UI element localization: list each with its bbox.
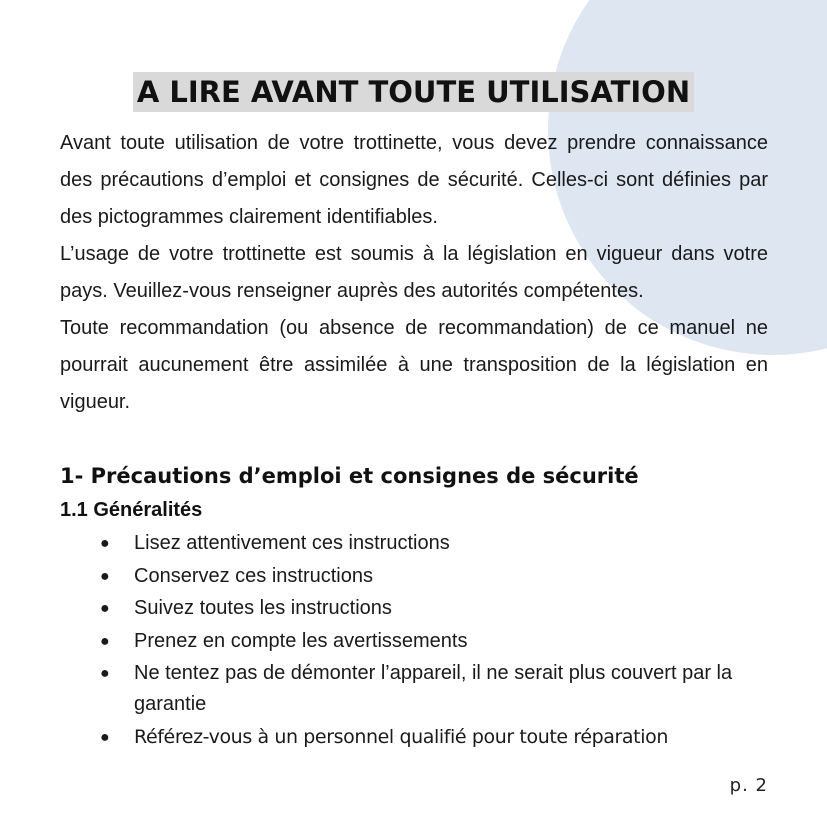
bullet-icon: ● <box>100 567 110 585</box>
list-item-text: Référez-vous à un personnel qualifié pour toute réparation <box>134 725 668 748</box>
bullet-icon: ● <box>100 535 110 552</box>
list-item <box>60 722 780 753</box>
subsection-title: 1.1 Généralités <box>60 499 203 521</box>
list-item-text: Ne tentez pas de démonter l’appareil, il ne serait plus couvert par la garantie <box>134 662 733 715</box>
bullet-icon: ● <box>100 665 110 682</box>
list-item-text: Conservez ces instructions <box>134 564 373 587</box>
list-item-text: Lisez attentivement ces instructions <box>134 532 450 554</box>
bullet-icon: ● <box>100 632 110 650</box>
intro-text <box>60 125 768 421</box>
page-number: p. 2 <box>729 775 768 796</box>
bullet-icon: ● <box>100 600 110 617</box>
list-item <box>60 626 780 657</box>
bullet-icon: ● <box>100 728 110 746</box>
list-item <box>60 593 780 624</box>
list-item-text: Prenez en compte les avertissements <box>134 629 468 652</box>
list-item <box>60 528 780 559</box>
instructions-list <box>60 528 780 754</box>
intro-paragraph: Avant toute utilisation de votre trottinette, vous devez prendre connaissance des précautions d’emploi et consignes de sécurité. Celles-ci sont définies par des pictogrammes clairement identifiables. <box>60 132 768 228</box>
page-title: A LIRE AVANT TOUTE UTILISATION <box>133 72 694 112</box>
title-container <box>0 72 827 112</box>
list-item <box>60 658 780 720</box>
list-item <box>60 561 780 592</box>
intro-paragraph: L’usage de votre trottinette est soumis à la législation en vigueur dans votre pays. Veuillez-vous renseigner auprès des autorités compétentes. <box>60 243 768 302</box>
section-title: 1- Précautions d’emploi et consignes de sécurité <box>60 464 639 488</box>
intro-paragraph: Toute recommandation (ou absence de recommandation) de ce manuel ne pourrait aucunement être assimilée à une transposition de la législation en vigueur. <box>60 317 768 413</box>
list-item-text: Suivez toutes les instructions <box>134 597 392 619</box>
